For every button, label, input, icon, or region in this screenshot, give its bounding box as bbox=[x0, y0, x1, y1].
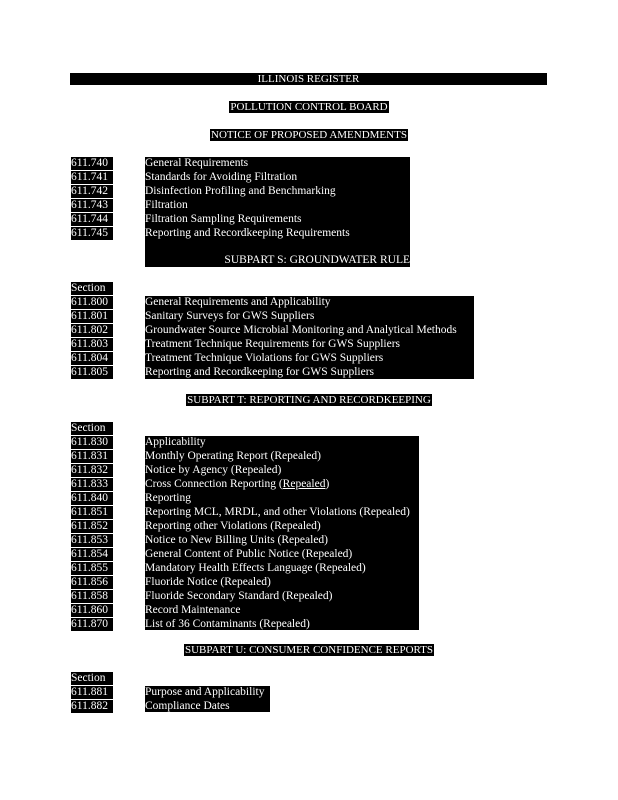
section-number: 611.853 bbox=[71, 534, 113, 547]
subpart-s-heading: SUBPART S: GROUNDWATER RULE bbox=[145, 254, 410, 267]
section-number: 611.832 bbox=[71, 464, 113, 477]
section-title: List of 36 Contaminants (Repealed) bbox=[145, 618, 310, 630]
section-label: Section bbox=[71, 672, 113, 685]
section-number: 611.851 bbox=[71, 506, 113, 519]
section-number: 611.856 bbox=[71, 576, 113, 589]
section-number: 611.870 bbox=[71, 618, 113, 631]
section-number: 611.882 bbox=[71, 700, 113, 713]
section-number: 611.830 bbox=[71, 436, 113, 449]
section-label: Section bbox=[71, 422, 113, 435]
section-title: Reporting bbox=[145, 492, 191, 504]
section-title: Disinfection Profiling and Benchmarking bbox=[145, 185, 336, 197]
section-number: 611.831 bbox=[71, 450, 113, 463]
notice-title: NOTICE OF PROPOSED AMENDMENTS bbox=[211, 129, 407, 141]
section-title: Cross Connection Reporting (Repealed) bbox=[145, 478, 330, 490]
section-number: 611.743 bbox=[71, 199, 113, 212]
section-title: Groundwater Source Microbial Monitoring and Analytical Methods bbox=[145, 324, 457, 336]
section-title: Monthly Operating Report (Repealed) bbox=[145, 450, 321, 462]
section-title: Notice by Agency (Repealed) bbox=[145, 464, 282, 476]
section-title: Purpose and Applicability bbox=[145, 686, 265, 698]
section-number: 611.804 bbox=[71, 352, 113, 365]
section-number: 611.881 bbox=[71, 686, 113, 699]
subpart-t-heading: SUBPART T: REPORTING AND RECORDKEEPING bbox=[187, 394, 431, 406]
section-number: 611.840 bbox=[71, 492, 113, 505]
section-title: Treatment Technique Requirements for GWS Suppliers bbox=[145, 338, 401, 350]
section-title: Treatment Technique Violations for GWS Suppliers bbox=[145, 352, 384, 364]
section-title: Applicability bbox=[145, 436, 206, 448]
section-number: 611.858 bbox=[71, 590, 113, 603]
section-title: General Content of Public Notice (Repealed) bbox=[145, 548, 353, 560]
agency-title: POLLUTION CONTROL BOARD bbox=[230, 101, 388, 113]
section-number: 611.855 bbox=[71, 562, 113, 575]
section-number: 611.744 bbox=[71, 213, 113, 226]
section-title: Fluoride Notice (Repealed) bbox=[145, 576, 271, 588]
section-title: Mandatory Health Effects Language (Repealed) bbox=[145, 562, 366, 574]
section-title: General Requirements and Applicability bbox=[145, 296, 331, 308]
subpart-u-heading: SUBPART U: CONSUMER CONFIDENCE REPORTS bbox=[184, 644, 434, 656]
section-number: 611.742 bbox=[71, 185, 113, 198]
section-title: General Requirements bbox=[145, 157, 249, 169]
section-number: 611.801 bbox=[71, 310, 113, 323]
register-title: ILLINOIS REGISTER bbox=[70, 73, 547, 85]
section-number: 611.741 bbox=[71, 171, 113, 184]
section-title: Record Maintenance bbox=[145, 604, 241, 616]
section-title: Reporting other Violations (Repealed) bbox=[145, 520, 321, 532]
section-number: 611.852 bbox=[71, 520, 113, 533]
section-title: Sanitary Surveys for GWS Suppliers bbox=[145, 310, 315, 322]
section-title: Reporting and Recordkeeping Requirements bbox=[145, 227, 350, 239]
section-number: 611.802 bbox=[71, 324, 113, 337]
section-title: Reporting MCL, MRDL, and other Violations (Repealed) bbox=[145, 506, 410, 518]
section-title: Fluoride Secondary Standard (Repealed) bbox=[145, 590, 333, 602]
section-number: 611.800 bbox=[71, 296, 113, 309]
section-title: Reporting and Recordkeeping for GWS Suppliers bbox=[145, 366, 374, 378]
section-title: Filtration bbox=[145, 199, 188, 211]
section-title: Compliance Dates bbox=[145, 700, 230, 712]
section-number: 611.854 bbox=[71, 548, 113, 561]
section-title: Notice to New Billing Units (Repealed) bbox=[145, 534, 329, 546]
section-number: 611.740 bbox=[71, 157, 113, 170]
section-title: Standards for Avoiding Filtration bbox=[145, 171, 298, 183]
section-label: Section bbox=[71, 282, 113, 295]
section-number: 611.745 bbox=[71, 227, 113, 240]
section-number: 611.833 bbox=[71, 478, 113, 491]
section-number: 611.805 bbox=[71, 366, 113, 379]
section-number: 611.860 bbox=[71, 604, 113, 617]
section-number: 611.803 bbox=[71, 338, 113, 351]
section-title: Filtration Sampling Requirements bbox=[145, 213, 302, 225]
